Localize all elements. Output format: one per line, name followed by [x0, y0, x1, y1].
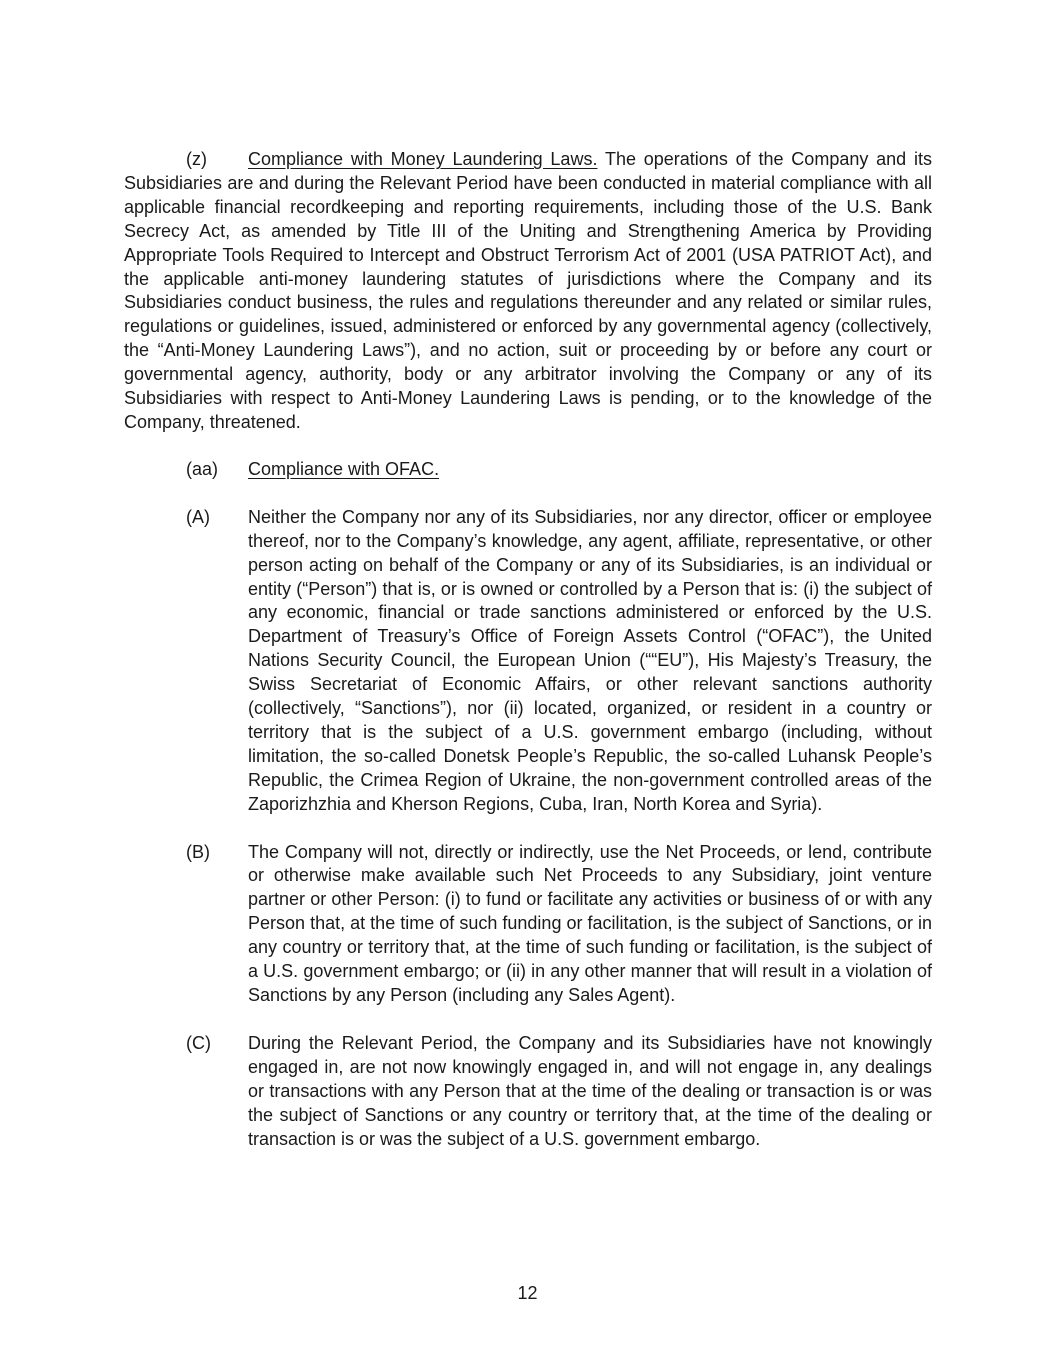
clause-c — [124, 1032, 932, 1152]
clause-b-text: The Company will not, directly or indirectly, use the Net Proceeds, or lend, contribute or otherwise make available such Net Proceeds to any Subsidiary, joint venture partner or other Person: (i) to fund or facilitate any activities or business of or with any Person that, at the time of such funding or facilitation, is the subject of Sanctions, or in any country or territory that, at the time of such funding or facilitation, is the subject of a U.S. government embargo; or (ii) in any other manner that will result in a violation of Sanctions by any Person (including any Sales Agent). — [248, 841, 932, 1005]
clause-c-label: (C) — [186, 1032, 211, 1053]
clause-a-text: Neither the Company nor any of its Subsidiaries, nor any director, officer or employee thereof, nor to the Company’s knowledge, any agent, affiliate, representative, or other person acting on behalf of the Company or any of its Subsidiaries, is an individual or entity (“Person”) that is, or is owned or controlled by a Person that is: (i) the subject of any economic, financial or trade sanctions administered or enforced by the U.S. Department of Treasury’s Office of Foreign Assets Control (“OFAC”), the United Nations Security Council, the European Union (““EU”), His Majesty’s Treasury, the Swiss Secretariat of Economic Affairs, or other relevant sanctions authority (collectively, “Sanctions”), nor (ii) located, organized, or resident in a country or territory that is the subject of a U.S. government embargo (including, without limitation, the so-called Donetsk People’s Republic, the so-called Luhansk People’s Republic, the Crimea Region of Ukraine, the non-government controlled areas of the Zaporizhzhia and Kherson Regions, Cuba, Iran, North Korea and Syria). — [248, 506, 932, 814]
section-aa-label: (aa) — [186, 458, 219, 479]
clause-a-label: (A) — [186, 506, 210, 527]
section-aa-title: Compliance with OFAC. — [248, 458, 440, 479]
section-z-body: The operations of the Company and its Subsidiaries are and during the Relevant Period have been conducted in material compliance with all applicable financial recordkeeping and reporting requirements, including those of the U.S. Bank Secrecy Act, as amended by Title III of the Uniting and Strengthening America by Providing Appropriate Tools Required to Intercept and Obstruct Terrorism Act of 2001 (USA PATRIOT Act), and the applicable anti-money laundering statutes of jurisdictions where the Company and its Subsidiaries conduct business, the rules and regulations thereunder and any related or similar rules, regulations or guidelines, issued, administered or enforced by any governmental agency (collectively, the “Anti-Money Laundering Laws”), and no action, suit or proceeding by or before any court or governmental agency, authority, body or any arbitrator involving the Company or any of its Subsidiaries with respect to Anti-Money Laundering Laws is pending, or to the knowledge of the Company, threatened. — [124, 149, 933, 432]
clause-c-text: During the Relevant Period, the Company and its Subsidiaries have not knowingly engaged in, are not now knowingly engaged in, and will not engage in, any dealings or transactions with any Person that at the time of the dealing or transaction is or was the subject of Sanctions or any country or territory that, at the time of the dealing or transaction is or was the subject of a U.S. government embargo. — [248, 1032, 932, 1149]
section-z-title: Compliance with Money Laundering Laws. — [248, 149, 598, 169]
section-z-label: (z) — [186, 149, 207, 169]
document-page — [124, 148, 932, 1151]
page-number: 12 — [517, 1283, 538, 1303]
section-z-paragraph — [124, 148, 932, 435]
section-aa-heading — [124, 458, 932, 482]
clause-b — [124, 841, 932, 1008]
clause-b-label: (B) — [186, 841, 210, 862]
clause-a — [124, 506, 932, 817]
